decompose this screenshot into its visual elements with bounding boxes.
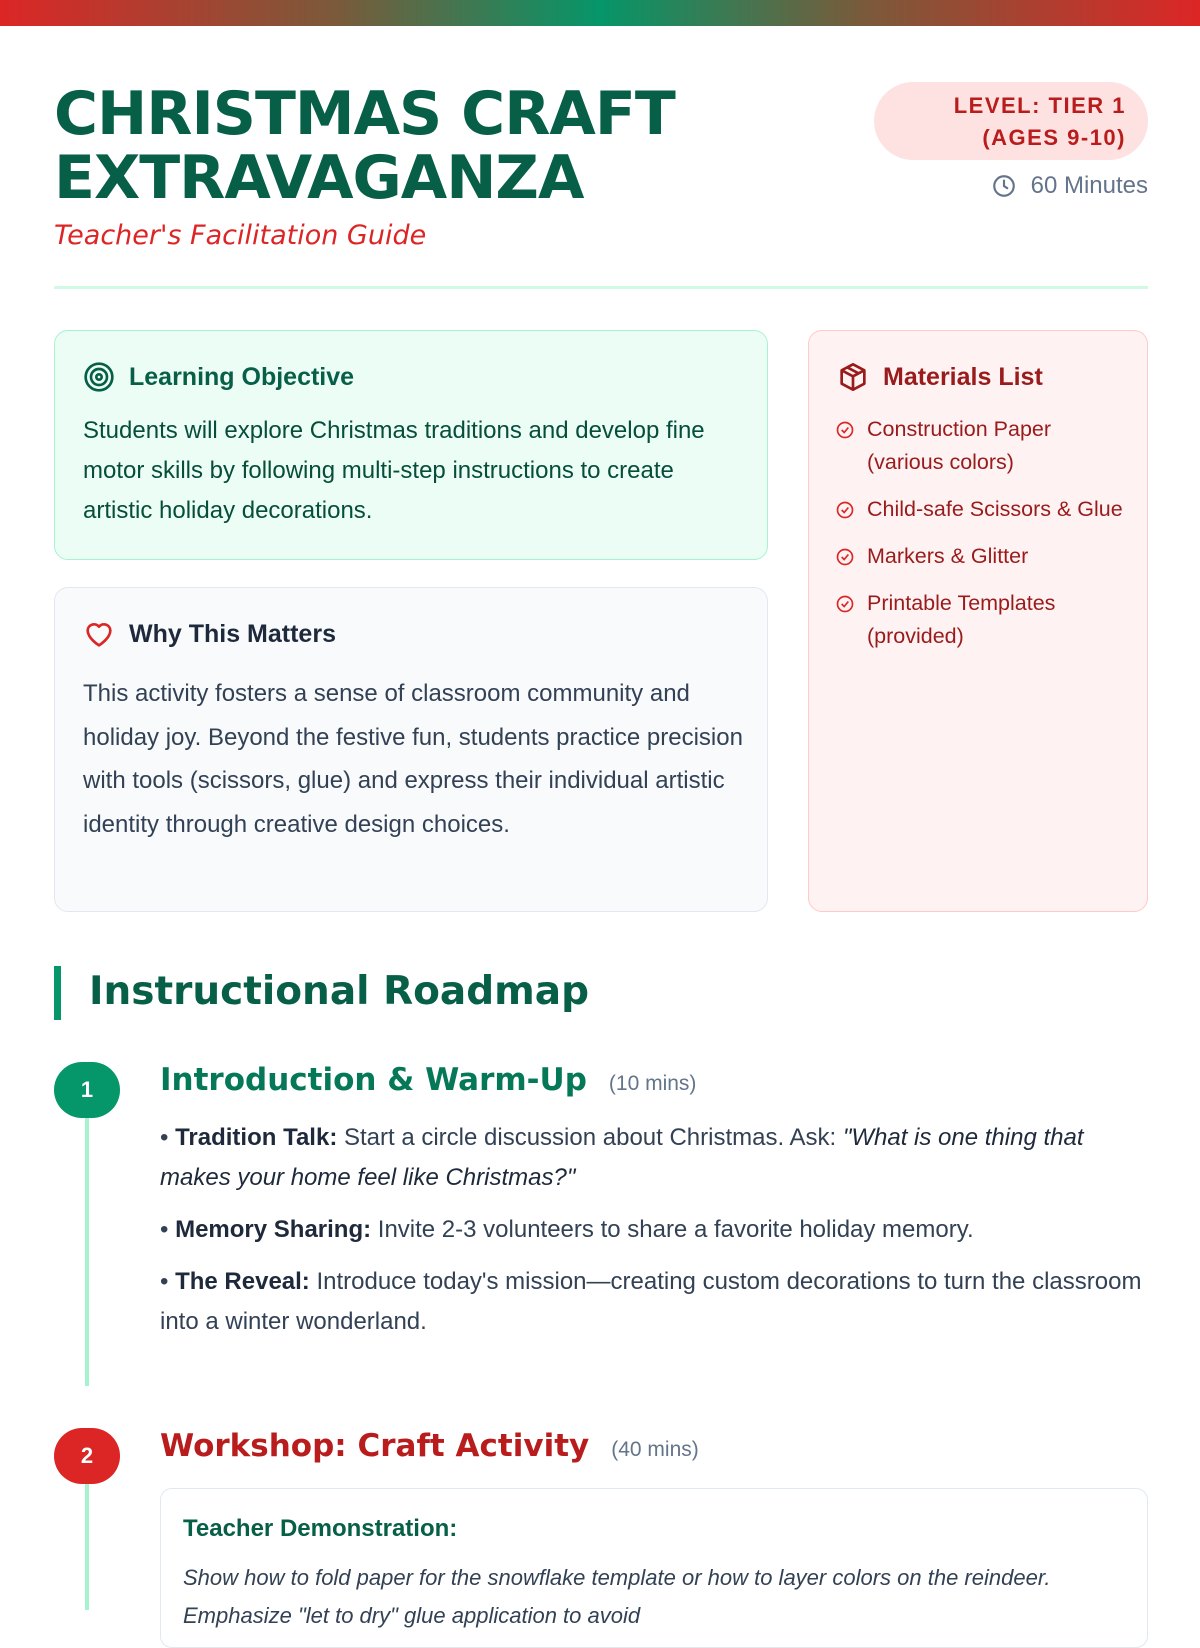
clock-icon: [991, 173, 1017, 199]
materials-list-card: [808, 330, 1148, 912]
title-line-2: EXTRAVAGANZA: [54, 143, 584, 213]
list-item: [835, 493, 1125, 526]
material-label: Construction Paper (various colors): [867, 417, 1052, 474]
step-2-title: [160, 1428, 699, 1464]
title-line-1: CHRISTMAS CRAFT: [54, 79, 675, 149]
check-circle-icon: [835, 594, 855, 614]
timeline-line: [85, 1090, 89, 1386]
demo-text: Show how to fold paper for the snowflake template or how to layer colors on the reindeer. Emphasize "let to dry" glue application to avoid: [183, 1565, 1051, 1628]
page-subtitle: Teacher's Facilitation Guide: [54, 220, 427, 251]
page-title: [54, 79, 774, 213]
target-icon: [83, 361, 115, 393]
bullet-text: Introduce today's mission—creating custom decorations to turn the classroom into a winter wonderland.: [160, 1268, 1142, 1335]
learning-objective-heading: [83, 361, 354, 393]
step-number-2: 2: [54, 1428, 120, 1484]
step-1-bullets: [160, 1118, 1150, 1354]
learning-objective-card: [54, 330, 768, 560]
page-header: [54, 79, 1148, 292]
why-this-matters-text: This activity fosters a sense of classroom community and holiday joy. Beyond the festive fun, students practice precision with tools (scissors, glue) and express their individual artistic identity through creative design choices.: [83, 680, 743, 838]
step-number-1: 1: [54, 1062, 120, 1118]
step-title-text: Workshop: Craft Activity: [160, 1428, 590, 1464]
age-label: (AGES 9-10): [982, 125, 1126, 150]
list-item: • The Reveal: Introduce today's mission—creating custom decorations to turn the classroom into a winter wonderland.: [160, 1268, 1142, 1335]
check-circle-icon: [835, 420, 855, 440]
check-circle-icon: [835, 500, 855, 520]
list-item: • Tradition Talk: Start a circle discussion about Christmas. Ask: "What is one thing that makes your home feel like Christmas?": [160, 1124, 1084, 1191]
bullet-label: Tradition Talk:: [175, 1124, 338, 1151]
roadmap-heading: Instructional Roadmap: [54, 966, 589, 1020]
list-item: [835, 540, 1125, 573]
why-this-matters-heading: [83, 618, 336, 650]
package-icon: [837, 361, 869, 393]
why-this-matters-title: Why This Matters: [129, 619, 336, 648]
list-item: • Memory Sharing: Invite 2-3 volunteers to share a favorite holiday memory.: [160, 1216, 974, 1243]
step-duration: (10 mins): [608, 1072, 697, 1095]
material-label: Printable Templates (provided): [867, 591, 1056, 648]
bullet-text: Start a circle discussion about Christmas. Ask:: [337, 1124, 843, 1151]
materials-list: [835, 413, 1125, 667]
bullet-quote: "What is one thing that makes your home feel like Christmas?": [160, 1124, 1084, 1191]
materials-list-heading: [837, 361, 1043, 393]
demo-heading: Teacher Demonstration:: [183, 1515, 458, 1542]
materials-list-title: Materials List: [883, 362, 1043, 391]
step-duration: (40 mins): [611, 1438, 699, 1461]
level-badge: [874, 82, 1148, 160]
bullet-label: The Reveal:: [175, 1268, 310, 1295]
check-circle-icon: [835, 547, 855, 567]
learning-objective-text: Students will explore Christmas traditions and develop fine motor skills by following multi-step instructions to create artistic holiday decorations.: [83, 417, 705, 524]
step-1-title: [160, 1062, 696, 1098]
top-accent-bar: [0, 0, 1200, 26]
material-label: Child-safe Scissors & Glue: [867, 497, 1123, 521]
list-item: [835, 413, 1125, 479]
step-title-text: Introduction & Warm-Up: [160, 1062, 587, 1098]
level-label: LEVEL: TIER 1: [953, 93, 1126, 118]
list-item: [835, 587, 1125, 653]
teacher-demonstration-card: [160, 1488, 1148, 1648]
learning-objective-title: Learning Objective: [129, 362, 355, 391]
header-divider: [54, 286, 1148, 289]
bullet-text: Invite 2-3 volunteers to share a favorite holiday memory.: [371, 1216, 974, 1243]
material-label: Markers & Glitter: [867, 544, 1029, 568]
heart-icon: [83, 618, 115, 650]
duration: [991, 172, 1148, 200]
duration-text: 60 Minutes: [1030, 172, 1148, 199]
why-this-matters-card: [54, 587, 768, 912]
bullet-label: Memory Sharing:: [175, 1216, 372, 1243]
